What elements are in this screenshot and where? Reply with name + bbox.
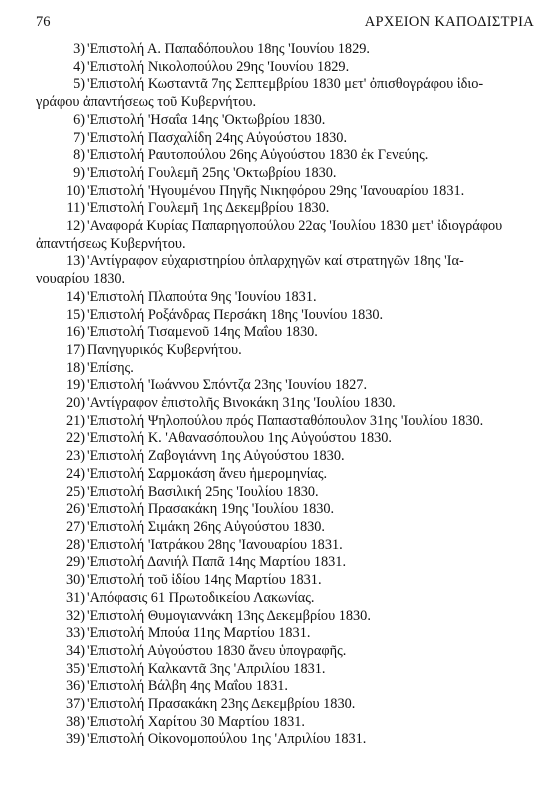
entry-text: 'Επιστολή Τισαμενοῦ 14ης Μαΐου 1830.: [87, 324, 318, 341]
list-item: [36, 696, 534, 714]
entry-number: 33): [65, 625, 85, 642]
list-item: [36, 678, 534, 696]
list-item: [36, 289, 534, 307]
entry-number: 38): [65, 713, 85, 730]
entry-text: 'Επιστολή Κ. 'Αθανασόπουλου 1ης Αὐγούστου 1830.: [87, 430, 392, 447]
entry-number: 23): [65, 448, 85, 465]
entry-number: 4): [73, 58, 85, 75]
entry-text: 'Επιστολή 'Ησαΐα 14ης 'Οκτωβρίου 1830.: [87, 111, 326, 128]
entry-number: 21): [65, 412, 85, 429]
entry-text: 'Απόφασις 61 Πρωτοδικείου Λακωνίας.: [87, 589, 315, 606]
entry-number: 7): [73, 129, 85, 146]
entry-text: 'Επιστολή Αὐγούστου 1830 ἄνευ ὑπογραφῆς.: [87, 642, 347, 659]
entry-number: 25): [65, 483, 85, 500]
entry-text: 'Επιστολή Νικολοπούλου 29ης 'Ιουνίου 1829.: [87, 58, 350, 75]
entry-continuation: ἀπαντήσεως Κυβερνήτου.: [36, 235, 186, 252]
entry-text: 'Επιστολή 'Ηγουμένου Πηγῆς Νικηφόρου 29ης 'Ιανουαρίου 1831.: [87, 182, 465, 199]
list-item: [36, 253, 534, 288]
entry-number: 12): [65, 218, 85, 235]
entry-number: 37): [65, 696, 85, 713]
entry-text: 'Επιστολή Γουλεμῆ 1ης Δεκεμβρίου 1830.: [87, 200, 330, 217]
entry-number: 14): [65, 288, 85, 305]
entry-text: 'Επιστολή Καλκαντᾶ 3ης 'Απριλίου 1831.: [87, 660, 326, 677]
list-item: [36, 130, 534, 148]
entry-text: 'Επιστολή Μπούα 11ης Μαρτίου 1831.: [87, 625, 311, 642]
entry-text: 'Επιστολή 'Ιατράκου 28ης 'Ιανουαρίου 1831.: [87, 536, 343, 553]
entry-text: 'Επιστολή Ζαβογιάννη 1ης Αὐγούστου 1830.: [87, 448, 345, 465]
entry-text: 'Αντίγραφον ἐπιστολῆς Βινοκάκη 31ης 'Ιουλίου 1830.: [87, 395, 396, 412]
entry-number: 18): [65, 359, 85, 376]
entry-text: Πανηγυρικός Κυβερνήτου.: [87, 341, 242, 358]
list-item: [36, 466, 534, 484]
list-item: [36, 200, 534, 218]
list-item: [36, 572, 534, 590]
page-header: [36, 14, 534, 34]
entry-text: 'Επιστολή 'Ιωάννου Σπόντζα 23ης 'Ιουνίου 1827.: [87, 377, 368, 394]
list-item: [36, 165, 534, 183]
entry-number: 13): [65, 253, 85, 270]
entry-number: 9): [73, 164, 85, 181]
entry-text: 'Επιστολή Γουλεμῆ 25ης 'Οκτωβρίου 1830.: [87, 164, 337, 181]
list-item: [36, 430, 534, 448]
list-item: [36, 590, 534, 608]
entry-text: 'Επιστολή Χαρίτου 30 Μαρτίου 1831.: [87, 713, 305, 730]
entry-number: 17): [65, 341, 85, 358]
entry-number: 28): [65, 536, 85, 553]
list-item: [36, 554, 534, 572]
entry-text: 'Επιστολή Σιμάκη 26ης Αὐγούστου 1830.: [87, 518, 325, 535]
list-item: [36, 714, 534, 732]
entry-number: 35): [65, 660, 85, 677]
list-item: [36, 537, 534, 555]
entry-number: 24): [65, 465, 85, 482]
entry-number: 39): [65, 731, 85, 748]
entry-text: 'Επιστολή Βάλβη 4ης Μαΐου 1831.: [87, 678, 288, 695]
list-item: [36, 76, 534, 111]
entry-number: 34): [65, 642, 85, 659]
list-item: [36, 147, 534, 165]
list-item: [36, 324, 534, 342]
list-item: [36, 643, 534, 661]
entry-number: 31): [65, 589, 85, 606]
entry-text: 'Επιστολή Βασιλική 25ης 'Ιουλίου 1830.: [87, 483, 319, 500]
entry-text: 'Επιστολή Δανιήλ Παπᾶ 14ης Μαρτίου 1831.: [87, 554, 347, 571]
list-item: [36, 183, 534, 201]
entry-text: 'Επιστολή Ραυτοπούλου 26ης Αὐγούστου 1830 ἐκ Γενεύης.: [87, 147, 429, 164]
list-item: [36, 360, 534, 378]
list-item: [36, 41, 534, 59]
running-title: ΑΡΧΕΙΟΝ ΚΑΠΟΔΙΣΤΡΙΑ: [364, 14, 534, 30]
entry-text: 'Επιστολή Α. Παπαδόπουλου 18ης 'Ιουνίου 1829.: [87, 41, 370, 57]
entry-text: 'Επιστολή Κωσταντᾶ 7ης Σεπτεμβρίου 1830 μετ' ὀπισθογράφου ἰδιο-: [87, 76, 484, 93]
entry-text: 'Επίσης.: [87, 359, 134, 376]
list-item: [36, 519, 534, 537]
entry-text: 'Επιστολή Πλαπούτα 9ης 'Ιουνίου 1831.: [87, 288, 317, 305]
entry-number: 26): [65, 501, 85, 518]
list-item: [36, 608, 534, 626]
list-item: [36, 59, 534, 77]
entry-text: 'Επιστολή Σαρμοκάση ἄνευ ἡμερομηνίας.: [87, 465, 328, 482]
entry-number: 3): [73, 41, 85, 57]
list-item: [36, 661, 534, 679]
document-entries-list: [36, 41, 534, 749]
entry-text: 'Επιστολή Πασχαλίδη 24ης Αὐγούστου 1830.: [87, 129, 348, 146]
entry-number: 36): [65, 678, 85, 695]
entry-text: 'Αναφορά Κυρίας Παπαρηγοπούλου 22ας 'Ιουλίου 1830 μετ' ἰδιογράφου: [87, 218, 503, 235]
entry-continuation: νουαρίου 1830.: [36, 271, 126, 288]
entry-number: 16): [65, 324, 85, 341]
list-item: [36, 218, 534, 253]
entry-number: 6): [73, 111, 85, 128]
entry-text: 'Επιστολή τοῦ ἰδίου 14ης Μαρτίου 1831.: [87, 572, 322, 589]
list-item: [36, 377, 534, 395]
entry-text: 'Επιστολή Ροξάνδρας Περσάκη 18ης 'Ιουνίου 1830.: [87, 306, 384, 323]
list-item: [36, 342, 534, 360]
list-item: [36, 501, 534, 519]
list-item: [36, 484, 534, 502]
list-item: [36, 625, 534, 643]
entry-number: 20): [65, 395, 85, 412]
list-item: [36, 307, 534, 325]
entry-text: 'Αντίγραφον εὐχαριστηρίου ὁπλαρχηγῶν καί στρατηγῶν 18ης 'Ια-: [87, 253, 464, 270]
entry-number: 30): [65, 572, 85, 589]
entry-number: 8): [73, 147, 85, 164]
entry-text: 'Επιστολή Θυμογιαννάκη 13ης Δεκεμβρίου 1830.: [87, 607, 371, 624]
list-item: [36, 731, 534, 749]
entry-text: 'Επιστολή Ψηλοπούλου πρός Παπασταθόπουλον 31ης 'Ιουλίου 1830.: [87, 412, 484, 429]
entry-number: 15): [65, 306, 85, 323]
entry-number: 11): [66, 200, 85, 217]
list-item: [36, 448, 534, 466]
entry-text: 'Επιστολή Οἰκονομοπούλου 1ης 'Απριλίου 1831.: [87, 731, 367, 748]
page-number: 76: [36, 14, 51, 30]
list-item: [36, 395, 534, 413]
entry-continuation: γράφου ἀπαντήσεως τοῦ Κυβερνήτου.: [36, 94, 257, 111]
entry-text: 'Επιστολή Πρασακάκη 23ης Δεκεμβρίου 1830.: [87, 696, 356, 713]
entry-number: 27): [65, 518, 85, 535]
entry-number: 29): [65, 554, 85, 571]
entry-number: 19): [65, 377, 85, 394]
list-item: [36, 112, 534, 130]
entry-number: 5): [73, 76, 85, 93]
entry-text: 'Επιστολή Πρασακάκη 19ης 'Ιουλίου 1830.: [87, 501, 335, 518]
list-item: [36, 413, 534, 431]
entry-number: 10): [65, 182, 85, 199]
entry-number: 32): [65, 607, 85, 624]
entry-number: 22): [65, 430, 85, 447]
